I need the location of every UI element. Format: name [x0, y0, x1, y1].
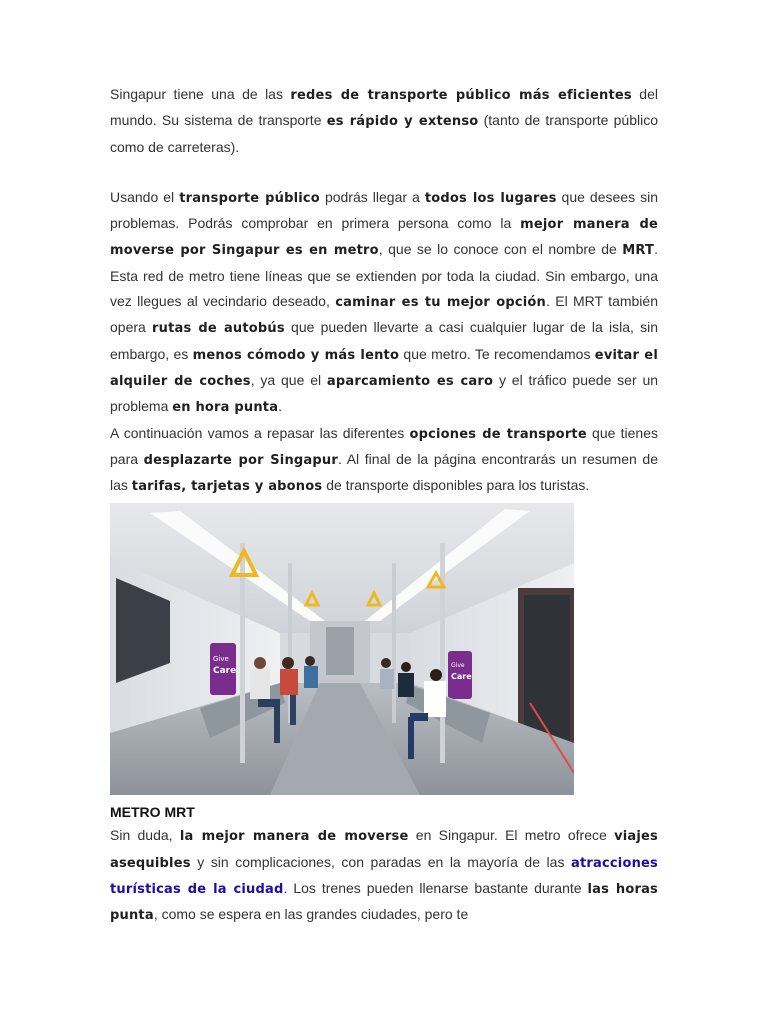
svg-text:Care: Care [451, 672, 472, 682]
document-page [110, 82, 658, 929]
options-paragraph: A continuación vamos a repasar las diferentes opciones de transporte que tienes para desplazarte por Singapur. Al final de la página encontrarás un resumen de las tarifas, tarjetas y abonos de transporte disponibles para los turistas. [110, 424, 658, 495]
transport-paragraph: Usando el transporte público podrás llegar a todos los lugares que desees sin problemas. Podrás comprobar en primera persona como la mejor manera de moverse por Singapur es en metro, que se lo conoce con el nombre de MRT. Esta red de metro tiene líneas que se extienden por toda la ciudad. Sin embargo, una vez llegues al vecindario deseado, caminar es tu mejor opción. El MRT también opera rutas de autobús que pueden llevarte a casi cualquier lugar de la isla, sin embargo, es menos cómodo y más lento que metro. Te recomendamos evitar el alquiler de coches, ya que el aparcamiento es caro y el tráfico puede ser un problema en hora punta. [110, 188, 659, 416]
svg-text:Give: Give [451, 662, 465, 670]
svg-text:Care: Care [213, 666, 237, 677]
attractions-link[interactable]: atracciones turísticas de la ciudad [110, 855, 658, 898]
intro-paragraph: Singapur tiene una de las redes de transporte público más eficientes del mundo. Su sistema de transporte es rápido y extenso (tanto de transporte público como de carreteras). [110, 86, 659, 155]
section-heading: METRO MRT [110, 804, 195, 821]
metro-paragraph: Sin duda, la mejor manera de moverse en Singapur. El metro ofrece viajes asequibles y sin complicaciones, con paradas en la mayoría de las atracciones turísticas de la ciudad. Los trenes pueden llenarse bastante durante las horas punta, como se espera en las grandes ciudades, pero te [110, 827, 658, 924]
svg-text:Give: Give [213, 655, 229, 664]
metro-interior-photo [110, 503, 574, 795]
